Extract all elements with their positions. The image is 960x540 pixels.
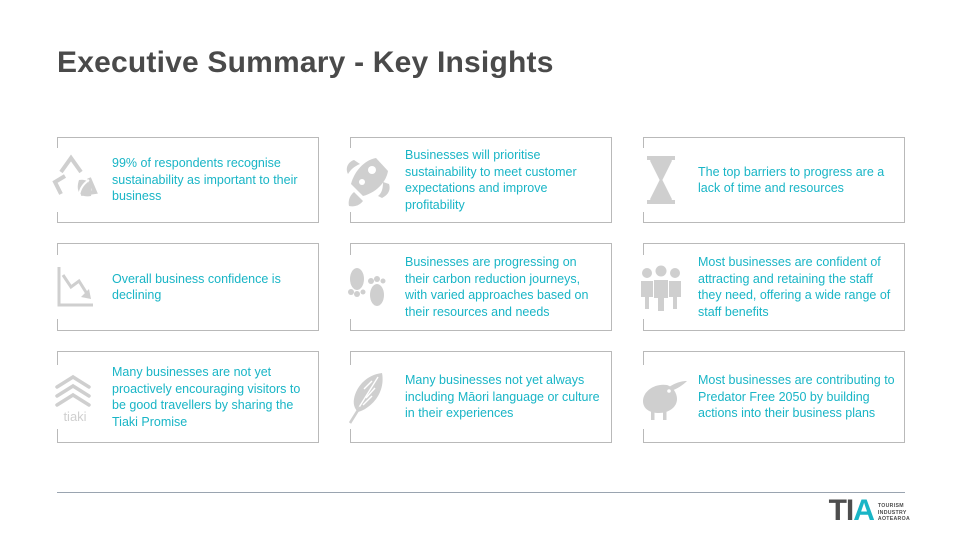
footprints-icon — [339, 255, 397, 319]
insight-text: Overall business confidence is declining — [112, 271, 281, 302]
insight-card[interactable] — [643, 351, 905, 443]
insight-card[interactable] — [57, 137, 319, 223]
recycle-leaf-icon — [46, 148, 104, 212]
insight-card[interactable] — [57, 351, 319, 443]
insight-card[interactable] — [350, 351, 612, 443]
logo-mark-left: TI — [828, 494, 854, 527]
insight-card[interactable] — [57, 243, 319, 331]
insights-row-1 — [57, 137, 905, 223]
feather-icon — [339, 365, 397, 429]
page-title: Executive Summary - Key Insights — [57, 46, 554, 79]
insight-card[interactable] — [350, 137, 612, 223]
insights-grid — [57, 137, 905, 463]
kiwi-bird-icon — [632, 365, 690, 429]
footer-divider — [57, 492, 905, 493]
insight-text: Most businesses are confident of attracting and retaining the staff they need, offering a wide range of staff benefits — [698, 255, 891, 319]
tiaki-promise-icon — [46, 365, 104, 429]
insight-text: Many businesses are not yet proactively encouraging visitors to be good travellers by sharing the Tiaki Promise — [112, 365, 301, 429]
insight-card[interactable] — [643, 137, 905, 223]
declining-chart-icon — [46, 255, 104, 319]
logo-wordmark — [878, 503, 910, 526]
logo-mark — [829, 496, 874, 526]
insight-text: Businesses are progressing on their carbon reduction journeys, with varied approaches based on their resources and needs — [405, 255, 589, 319]
hourglass-icon — [632, 148, 690, 212]
insights-row-3 — [57, 351, 905, 443]
insight-card[interactable] — [350, 243, 612, 331]
insight-card[interactable] — [643, 243, 905, 331]
logo-word-line-1: TOURISM — [877, 503, 904, 510]
insights-row-2 — [57, 243, 905, 331]
logo-word-line-3: AOTEAROA — [877, 516, 910, 523]
insight-text: Most businesses are contributing to Predator Free 2050 by building actions into their business plans — [698, 373, 895, 421]
insight-text: 99% of respondents recognise sustainability as important to their business — [112, 156, 298, 204]
insight-text: The top barriers to progress are a lack of time and resources — [698, 164, 885, 195]
rocket-icon — [339, 148, 397, 212]
tourism-industry-aotearoa-logo — [829, 496, 910, 526]
svg-text:tiaki: tiaki — [63, 409, 87, 424]
logo-mark-accent: A — [853, 494, 874, 527]
people-group-icon — [632, 255, 690, 319]
logo-word-line-2: INDUSTRY — [877, 509, 907, 516]
insight-text: Many businesses not yet always including Māori language or culture in their experiences — [405, 373, 600, 421]
insight-text: Businesses will prioritise sustainability to meet customer expectations and improve profitability — [405, 148, 577, 212]
